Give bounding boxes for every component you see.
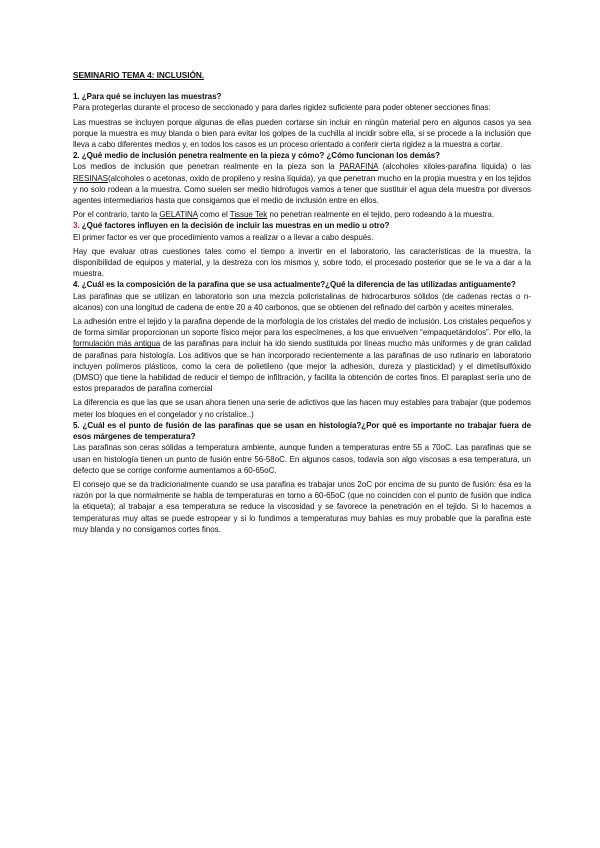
section-q2 <box>73 150 531 220</box>
section-q1 <box>73 91 531 150</box>
document-page <box>73 70 531 535</box>
answer-3-paragraph-2: Hay que evaluar otras cuestiones tales como el tiempo a invertir en el laboratorio, las características de la muestra, la disponibilidad de equipos y material, y la destreza con los mismos y, sobre todo, el procesado posterior que se le va a dar a la muestra. <box>73 246 531 279</box>
text-run: Los medios de inclusión que penetran realmente en la pieza son la <box>73 162 340 172</box>
tissue-tek-term: Tissue Tek <box>229 210 268 220</box>
text-run: La adhesión entre el tejido y la parafina depende de la morfología de los cristales del medio de inclusión. Los cristales pequeños y de forma similar proporcionan un soporte físico mejor para los especímenes, a los que envuelven “empaquetándolos”. Por ello, la <box>73 317 531 338</box>
resinas-term: RESINAS <box>73 173 108 183</box>
text-run: (alcoholes xiloles-parafina líquida) o las <box>378 162 532 172</box>
text-run: de las parafinas para incluir ha ido siendo sustituida por líneas mucho más uniformes y de gran calidad de parafinas para histología. Los aditivos que se han incorporado recientemente a las parafinas de uso rutinario en laboratorio incluyen polímeros plásticos, como la cera de polietileno (que mejor la adhesión, dureza y plasticidad) y el dimetilsulfóxido (DMSO) que tiene la habilidad de reducir el tiempo de infiltración, y facilita la obtención de cortes finos. El paraplast sería uno de estos preparados de parafina comercial <box>73 339 531 394</box>
answer-2-paragraph-1 <box>73 161 531 206</box>
answer-1-paragraph-2: Las muestras se incluyen porque algunas de ellas pueden cortarse sin incluir en ningún material pero en algunos casos ya sea porque la muestra es muy blanda o bien para evitar los golpes de la cuchilla al incidir sobre ella, si se procede a la inclusión que lleva a cabo diferentes medios y, en todos los casos es un proceso orientado a conferir cierta rigidez a la muestra a cortar. <box>73 117 531 150</box>
answer-2-paragraph-2 <box>73 209 531 220</box>
text-run: Por el contrario, tanto la <box>73 210 160 220</box>
text-run: (alcoholes o acetonas, oxido de propileno y resina líquida), ya que penetran mucho en la propia muestra y en los tejidos y no solo rodean a la muestra. Como suelen ser medio hidrofugos vamos a tener que sustituir el agua dela muestra por diversos agentes intermediarios hasta que consigamos que el medio de inclusión entre en ellos. <box>73 173 531 206</box>
question-3-text: ¿Qué factores influyen en la decisión de incluir las muestras en un medio u otro? <box>79 221 390 231</box>
section-q3 <box>73 220 531 279</box>
document-title: SEMINARIO TEMA 4: INCLUSIÓN. <box>73 70 205 80</box>
section-q4 <box>73 279 531 419</box>
question-2 <box>73 150 531 161</box>
question-5-number: 5. <box>73 420 80 430</box>
question-1 <box>73 91 531 102</box>
text-run: no penetran realmente en el tejido, pero rodeando a la muestra. <box>267 210 494 220</box>
question-4 <box>73 279 531 290</box>
question-1-number: 1. <box>73 92 80 102</box>
answer-4-paragraph-2 <box>73 316 531 394</box>
question-4-text: ¿Cuál es la composición de la parafina que se usa actualmente?¿Qué la diferencia de las utilizadas antiguamente? <box>79 280 516 290</box>
gelatina-term: GELATINA <box>159 210 198 220</box>
question-2-text: ¿Qué medio de inclusión penetra realmente en la pieza y cómo? ¿Cómo funcionan los demás? <box>79 151 441 161</box>
answer-3-paragraph-1: El primer factor es ver que procedimiento vamos a realizar o a llevar a cabo después. <box>73 232 374 242</box>
text-run: como el <box>197 210 230 220</box>
answer-5-paragraph-1: Las parafinas son ceras sólidas a temperatura ambiente, aunque funden a temperaturas entre 55 a 70oC. Las parafinas que se usan en histología tienen un punto de fusión entre 56-58oC. En algunos casos, todavía son algo viscosas a esa temperatura, un defecto que se corrige conforme aumentamos a 60-65oC. <box>73 443 531 475</box>
answer-4-paragraph-3: La diferencia es que las que se usan ahora tienen una serie de adictivos que las hacen muy estables para trabajar (que podemos meter los bloques en el congelador y no cristalice..) <box>73 398 531 419</box>
question-1-text: ¿Para qué se incluyen las muestras? <box>79 92 222 102</box>
section-q5 <box>73 420 531 535</box>
question-3 <box>73 220 531 231</box>
answer-5-paragraph-2: El consejo que se da tradicionalmente cuando se usa parafina es trabajar unos 2oC por encima de su punto de fusión: ésa es la razón por la que normalmente se habla de temperaturas en torno a 60-65oC (que no coinciden con el punto de fusión que indica la etiqueta); al trabajar a esa temperatura se reduce la viscosidad y se favorece la penetración en el tejido. Si lo hacemos a temperaturas muy altas se puede estropear y si lo fundimos a temperaturas muy bahías es muy probable que la parafina este muy blanda y no consigamos cortes finos. <box>73 479 531 534</box>
question-3-number: 3. <box>73 221 80 231</box>
question-2-number: 2. <box>73 151 80 161</box>
question-4-number: 4. <box>73 280 80 290</box>
formulacion-term: formulación más antigua <box>73 339 161 349</box>
parafina-term: PARAFINA <box>339 162 379 172</box>
question-5-text: ¿Cuál es el punto de fusión de las parafinas que se usan en histología?¿Por qué es importante no trabajar fuera de esos márgenes de temperatura? <box>73 420 531 442</box>
question-5 <box>73 420 531 442</box>
answer-4-paragraph-1: Las parafinas que se utilizan en laboratorio son una mezcla policristalinas de hidrocarburos sólidos (de cadenas rectas o n-alcanos) con una longitud de cadena de entre 20 a 40 carbonos, que se obtienen del refinado del carbón y aceites minerales. <box>73 291 531 312</box>
answer-1-paragraph-1: Para protegerlas durante el proceso de seccionado y para darles rigidez suficiente para poder obtener secciones finas: <box>73 103 491 113</box>
